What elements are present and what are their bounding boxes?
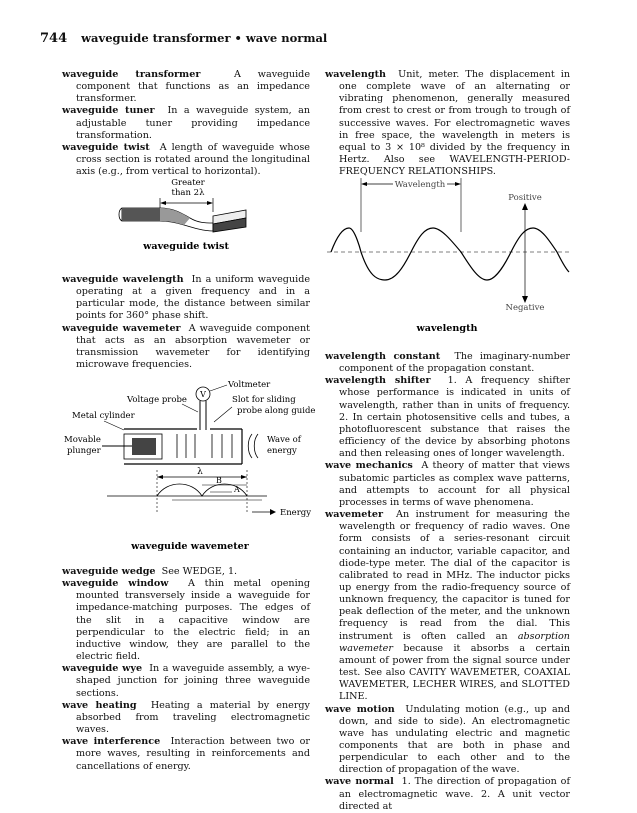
left-column-mid xyxy=(62,274,310,371)
lambda-label: λ xyxy=(197,467,203,477)
entry-body: In a uniform waveguide operating at a given frequency and in a particular mode, the distance between similar points for 360° phase shift. xyxy=(76,274,311,322)
wavelength-diagram xyxy=(325,172,575,337)
positive-label: Positive xyxy=(508,193,542,203)
entry-waveguide-wye xyxy=(62,663,310,699)
entry-term: waveguide wavelength xyxy=(62,274,184,285)
wave-of-label: Wave of xyxy=(267,435,301,445)
entry-term: wave mechanics xyxy=(325,460,413,472)
entry-body: 1. The direction of propagation of an electromagnetic wave. 2. A unit vector directed at xyxy=(339,776,571,812)
right-column-top xyxy=(325,69,570,178)
entry-term: waveguide wye xyxy=(62,663,143,675)
a-label: A xyxy=(234,485,240,494)
entry-tail: because it absorbs a certain amount of power from the signal source under test. See also CAVITY WAVEMETER, COAXIAL WAVEMETER, LECHER WIRES, and SLOTTED LINE. xyxy=(339,642,570,703)
entry-term: wave motion xyxy=(325,703,395,715)
entry-body: In a waveguide assembly, a wye-shaped junction for joining three waveguide sections. xyxy=(76,663,310,699)
running-header xyxy=(40,31,327,46)
voltage-probe-label: Voltage probe xyxy=(127,395,187,405)
entry-term: wavemeter xyxy=(325,509,383,521)
entry-waveguide-wavelength xyxy=(62,274,310,323)
entry-waveguide-transformer xyxy=(62,69,310,105)
running-title: waveguide transformer • wave normal xyxy=(81,31,328,45)
entry-waveguide-tuner xyxy=(62,105,310,141)
entry-wavelength xyxy=(325,69,570,178)
entry-waveguide-window xyxy=(62,578,310,663)
entry-body: Heating a material by energy absorbed from traveling electromagnetic waves. xyxy=(76,699,310,736)
entry-term: waveguide wavemeter xyxy=(62,322,181,334)
wavelength-dimension-label: Wavelength xyxy=(394,180,446,190)
twist-caption: waveguide twist xyxy=(143,241,229,252)
page-number: 744 xyxy=(40,31,68,46)
entry-body: See WEDGE, 1. xyxy=(161,566,238,577)
energy-arrow-label: Energy xyxy=(280,508,312,518)
entry-body: Undulating motion (e.g., up and down, and side to side). An electromagnetic wave has undulating electric and magnetic components that are both in phase and perpendicular to each other and to the direction of propagation of the wave. xyxy=(339,703,570,776)
entry-wave-normal xyxy=(325,776,570,812)
energy-of-label: energy xyxy=(267,446,297,456)
entry-italic: absorption wavemeter xyxy=(339,630,570,654)
entry-wavelength-shifter xyxy=(325,375,570,460)
entry-body: Interaction between two or more waves, resulting in reinforcements and cancellations of energy. xyxy=(76,736,310,772)
voltmeter-v: V xyxy=(200,390,206,399)
twist-label-line1: Greater xyxy=(171,178,205,188)
entry-body: An instrument for measuring the wavelength or frequency of radio waves. One form consists of a series-resonant circuit containing an inductor, variable capacitor, and diode-type meter. The dial of the capacitor is calibrated to read in MHz. The inductor picks up energy from the radio-frequency source of unknown frequency, the capacitor is tuned for peak deflection of the meter, and the unknown frequency is read from the dial. This instrument is often called an xyxy=(339,509,570,642)
entry-term: wavelength constant xyxy=(325,351,441,362)
waveguide-twist-diagram xyxy=(110,172,270,252)
wavelength-caption: wavelength xyxy=(416,323,478,334)
entry-body: A length of waveguide whose cross section is rotated around the longitudinal axis (e.g., from vertical to horizontal). xyxy=(76,141,310,178)
entry-body: In a waveguide system, an adjustable tuner providing impedance transformation. xyxy=(76,105,310,141)
right-column-bottom xyxy=(325,351,570,813)
entry-body: The imaginary-number component of the propagation constant. xyxy=(339,351,570,375)
entry-body: A waveguide component that acts as an absorption wavemeter or transmission wavemeter for identifying microwave frequencies. xyxy=(76,322,310,371)
entry-term: wave heating xyxy=(62,699,137,711)
movable-label: Movable xyxy=(64,435,101,445)
entry-wavemeter xyxy=(325,509,570,704)
twist-label-line2: than 2λ xyxy=(171,188,205,198)
entry-body: 1. A frequency shifter whose performance is indicated in units of wavelength, rather than in units of frequency. 2. In certain photosensitive cells and tubes, a photofluorescent substance that raises the efficiency of the device by absorbing photons and then releasing ones of longer wavelength. xyxy=(339,375,570,460)
slot-label-line2: probe along guide xyxy=(237,406,316,416)
voltmeter-label: Voltmeter xyxy=(228,380,271,390)
entry-term: waveguide transformer xyxy=(62,69,201,80)
entry-term: wavelength shifter xyxy=(325,375,431,387)
entry-term: waveguide twist xyxy=(62,141,150,153)
entry-waveguide-wedge xyxy=(62,566,310,578)
entry-body: A waveguide component that functions as an impedance transformer. xyxy=(76,69,310,105)
entry-wavelength-constant xyxy=(325,351,570,375)
entry-waveguide-wavemeter xyxy=(62,323,310,372)
entry-wave-motion xyxy=(325,704,570,777)
entry-term: waveguide window xyxy=(62,578,169,590)
entry-wave-interference xyxy=(62,736,310,772)
entry-body: A thin metal opening mounted transversely inside a waveguide for impedance-matching purposes. The edges of the slit in a capacitive window are perpendicular to the electric field; in an inductive window, they are parallel to the electric field. xyxy=(76,578,310,663)
b-label: B xyxy=(216,476,222,485)
negative-label: Negative xyxy=(505,303,545,313)
entry-body: Unit, meter. The displacement in one complete wave of an alternating or vibrating phenomenon, generally measured from crest to crest or from trough to trough of successive waves. For electromagnetic waves in free space, the wavelength in meters is equal to 3 × 10⁸ divided by the frequency in Hertz. Also see WAVELENGTH-PERIOD-FREQUENCY RELATIONSHIPS. xyxy=(339,69,570,178)
entry-wave-heating xyxy=(62,700,310,736)
metal-cylinder-label: Metal cylinder xyxy=(72,411,135,421)
entry-term: wave normal xyxy=(325,776,394,788)
waveguide-wavemeter-diagram xyxy=(62,374,316,554)
entry-wave-mechanics xyxy=(325,460,570,509)
entry-term: waveguide tuner xyxy=(62,105,155,117)
left-column-top xyxy=(62,69,310,178)
left-column-bottom xyxy=(62,566,310,773)
slot-label-line1: Slot for sliding xyxy=(232,395,296,405)
plunger-label: plunger xyxy=(67,446,101,456)
entry-body: A theory of matter that views subatomic particles as complex wave patterns, and attempts to account for all physical processes in terms of wave phenomena. xyxy=(339,460,570,508)
entry-term: wavelength xyxy=(325,69,386,80)
entry-term: wave interference xyxy=(62,736,161,748)
entry-term: waveguide wedge xyxy=(62,566,156,577)
wavemeter-caption: waveguide wavemeter xyxy=(131,541,249,552)
